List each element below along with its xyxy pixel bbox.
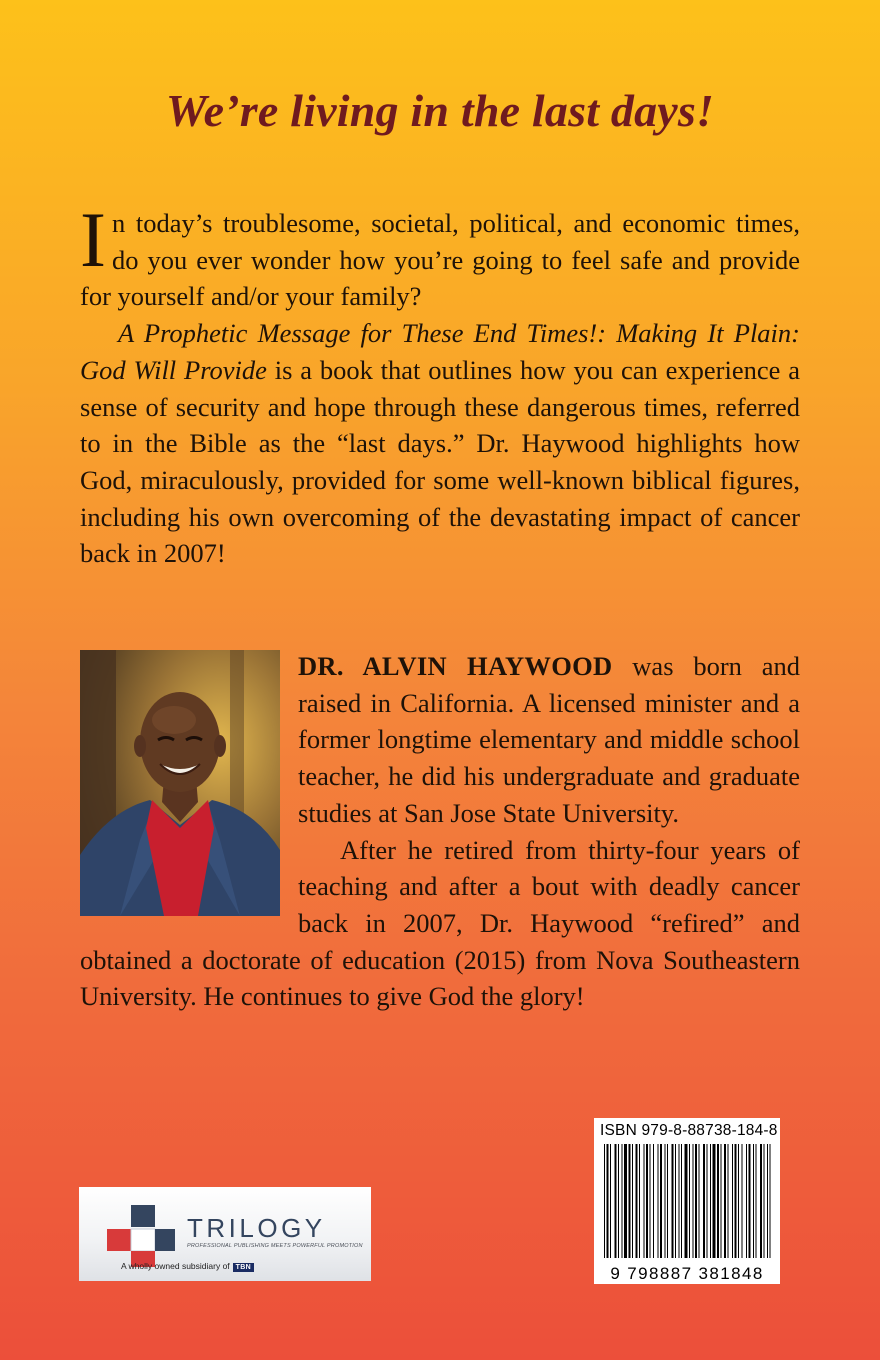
publisher-tagline: PROFESSIONAL PUBLISHING MEETS POWERFUL PROMOTION [187, 1243, 363, 1249]
description-paragraph-2 [80, 315, 800, 572]
description-paragraph-2-text: is a book that outlines how you can experience a sense of security and hope through these dangerous times, referred to in the Bible as the “last days.” Dr. Haywood highlights how God, miraculously, provided for some well-known biblical figures, including his own overcoming of the devastating impact of cancer back in 2007! [80, 354, 800, 569]
description-paragraph-1-text: n today’s troublesome, societal, political, and economic times, do you ever wonder how you’re going to feel safe and provide for yourself and/or your family? [80, 208, 800, 312]
publisher-logo [79, 1187, 371, 1281]
bio-paragraph-1-text: was born and raised in California. A licensed minister and a former longtime elementary and middle school teacher, he did his undergraduate and graduate studies at San Jose State University. [298, 651, 800, 828]
description-paragraph-1 [80, 196, 800, 315]
bio-paragraph-2: After he retired from thirty-four years of teaching and after a bout with deadly cancer back in 2007, Dr. Haywood “refired” and obtained a doctorate of education (2015) from Nova Southeastern University. He continues to give God the glory! [80, 834, 800, 1012]
publisher-name: TRILOGY [187, 1213, 326, 1243]
headline: We’re living in the last days! [165, 85, 715, 136]
book-title: A Prophetic Message for These End Times!: Making It Plain: God Will Provide [80, 318, 800, 385]
book-description [80, 196, 800, 572]
author-portrait-illustration [80, 650, 280, 916]
barcode-icon [600, 1144, 774, 1258]
isbn-label: ISBN 979-8-88738-184-8 [600, 1122, 778, 1139]
isbn-barcode [594, 1118, 780, 1284]
author-photo [80, 650, 280, 916]
publisher-subsidiary [121, 1261, 254, 1272]
author-name: DR. ALVIN HAYWOOD [298, 651, 613, 681]
barcode-digits: 9 798887 381848 [610, 1264, 764, 1283]
author-bio [80, 648, 800, 1015]
subsidiary-text: A wholly owned subsidiary of [121, 1261, 230, 1271]
tbn-logo: TBN [233, 1263, 254, 1272]
drop-cap: I [80, 196, 106, 283]
